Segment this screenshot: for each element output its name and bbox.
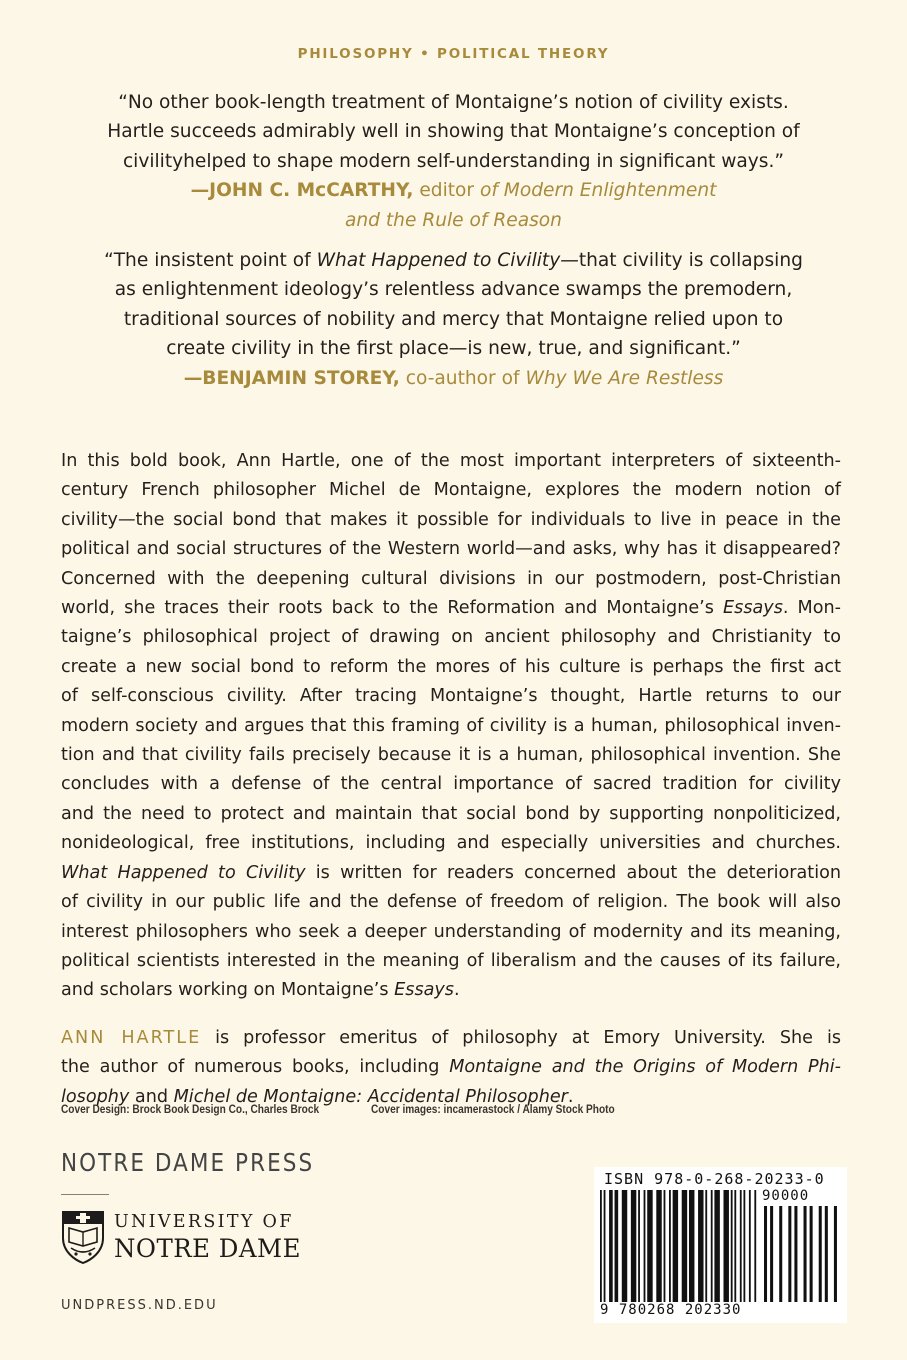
barcode-bar (754, 1190, 756, 1302)
quote-work-title: of Modern Enlightenment (479, 180, 717, 202)
book-title-ref: What Happened to Civility (316, 250, 561, 271)
barcode-bar (770, 1206, 773, 1302)
description-line: concludes with a defense of the central importance of sacred tradition for civility (61, 774, 841, 795)
description-line: political scientists interested in the meaning of liberalism and the causes of its failure, (61, 950, 841, 971)
description-line: century French philosopher Michel de Montaigne, explores the modern notion of (61, 480, 841, 501)
barcode-bar (604, 1190, 606, 1302)
barcode-bar (656, 1190, 661, 1302)
bio-line: ANN HARTLE is professor emeritus of philosophy at Emory University. She is (61, 1028, 841, 1048)
book-title-ref: Michel de Montaigne: Accidental Philosopher (173, 1086, 568, 1107)
barcode-bar (615, 1190, 619, 1302)
barcode-bar (631, 1190, 636, 1302)
university-name-line1: UNIVERSITY OF (114, 1212, 294, 1232)
barcode-bar (609, 1190, 613, 1302)
description-line: Concerned with the deepening cultural divisions in our postmodern, post-Christian (61, 568, 841, 589)
barcode-bar (622, 1190, 627, 1302)
endorsement-quote-mccarthy (40, 88, 867, 235)
barcode-bar (698, 1190, 703, 1302)
quote-attribution (40, 176, 867, 205)
barcode-bar (644, 1190, 646, 1302)
cover-image-credit: Cover images: incamerastock / Alamy Stock Photo (371, 1104, 615, 1116)
quote-author-role: editor (413, 180, 480, 202)
ean-barcode (600, 1190, 758, 1302)
description-line: world, she traces their roots back to the Reformation and Montaigne’s Essays. Mon- (61, 598, 841, 619)
quote-author-role: co-author of (399, 367, 526, 389)
author-name: ANN HARTLE (61, 1028, 202, 1048)
description-line: interest philosophers who seek a deeper understanding of modernity and its meaning, (61, 921, 841, 942)
barcode-number: 9 780268 202330 (600, 1302, 742, 1318)
barcode-bar (764, 1206, 767, 1302)
barcode-bar (682, 1190, 687, 1302)
description-line: What Happened to Civility is written for readers concerned about the deterioration (61, 862, 841, 883)
barcode-bar (810, 1206, 813, 1302)
book-title-ref: Essays (394, 980, 454, 1001)
addon-barcode (764, 1206, 840, 1302)
quote-line: Hartle succeeds admirably well in showing that Montaigne’s conception of (107, 121, 800, 143)
description-line: taigne’s philosophical project of drawing on ancient philosophy and Christianity to (61, 627, 841, 648)
book-description (61, 447, 841, 1006)
barcode-bar (779, 1206, 782, 1302)
barcode-bar (819, 1206, 822, 1302)
barcode-bar (600, 1190, 602, 1302)
book-title-ref: Montaigne and the Origins of Modern Phi- (449, 1057, 841, 1078)
category-label: PHILOSOPHY • POLITICAL THEORY (297, 46, 610, 62)
description-line: of civility in our public life and the defense of freedom of religion. The book will also (61, 892, 841, 913)
author-bio (61, 1024, 841, 1112)
description-line: In this bold book, Ann Hartle, one of the most important interpreters of sixteenth- (61, 451, 841, 471)
quote-attribution (40, 364, 867, 393)
barcode-bar (723, 1190, 728, 1302)
barcode-bar (794, 1206, 797, 1302)
description-line: and scholars working on Montaigne’s Essays. (61, 980, 460, 1001)
university-crest-icon (61, 1210, 105, 1264)
barcode-bar (638, 1190, 640, 1302)
description-line: and the need to protect and maintain that social bond by supporting nonpoliticized, (61, 803, 841, 824)
book-title-ref: What Happened to Civility (61, 862, 306, 883)
barcode-bar (749, 1190, 751, 1302)
barcode-bar (731, 1190, 733, 1302)
divider (61, 1194, 109, 1195)
barcode-bar (664, 1190, 666, 1302)
quote-line: traditional sources of nobility and mercy that Montaigne relied upon to (123, 308, 784, 330)
description-line: civility—the social bond that makes it possible for individuals to live in peace in the (61, 509, 841, 530)
barcode-bar (825, 1206, 828, 1302)
barcode-bar (714, 1190, 719, 1302)
barcode-bar (743, 1190, 745, 1302)
bio-line: the author of numerous books, including Montaigne and the Origins of Modern Phi- (61, 1057, 841, 1078)
book-title-ref: Essays (723, 598, 783, 619)
quote-author: —BENJAMIN STOREY, (183, 367, 400, 389)
isbn-text: ISBN 978-0-268-20233-0 (604, 1170, 825, 1188)
quote-author: —JOHN C. McCARTHY, (190, 180, 414, 202)
barcode-bar (669, 1190, 671, 1302)
barcode-bar (788, 1206, 791, 1302)
barcode-bar (734, 1190, 736, 1302)
endorsement-quote-storey (40, 246, 867, 393)
quote-line: “No other book-length treatment of Montaigne’s notion of civility exists. (118, 92, 789, 113)
description-line: nonideological, free institutions, including and especially universities and churches. (61, 833, 841, 854)
description-line: of self-conscious civility. After tracing Montaigne’s thought, Hartle returns to our (61, 686, 841, 707)
barcode-addon-number: 90000 (762, 1188, 810, 1204)
quote-line: as enlightenment ideology’s relentless advance swamps the premodern, (114, 279, 793, 301)
barcode-bar (740, 1190, 742, 1302)
barcode-bar (705, 1190, 707, 1302)
press-website: UNDPRESS.ND.EDU (61, 1298, 218, 1313)
cover-design-credit: Cover Design: Brock Book Design Co., Charles Brock (61, 1104, 320, 1116)
book-title-ref: losophy (61, 1086, 130, 1107)
quote-line: civilityhelped to shape modern self-understanding in significant ways.” (122, 150, 785, 172)
description-line: political and social structures of the Western world—and asks, why has it disappeared? (61, 539, 841, 560)
description-line: create a new social bond to reform the mores of his culture is perhaps the first act (61, 656, 841, 677)
barcode-bar (804, 1206, 807, 1302)
quote-line: create civility in the first place—is new, true, and significant.” (166, 338, 741, 360)
quote-line: “The insistent point of What Happened to Civility—that civility is collapsing (104, 250, 803, 271)
barcode-bar (673, 1190, 678, 1302)
bio-line: losophy and Michel de Montaigne: Accidental Philosopher. (61, 1086, 574, 1107)
barcode-bar (647, 1190, 652, 1302)
description-line: tion and that civility fails precisely because it is a human, philosophical invention. She (61, 745, 841, 766)
barcode-bar (689, 1190, 694, 1302)
barcode-bar (711, 1190, 713, 1302)
university-name-line2: NOTRE DAME (114, 1234, 301, 1264)
description-line: modern society and argues that this framing of civility is a human, philosophical inven- (61, 715, 841, 736)
quote-work-title-cont: and the Rule of Reason (345, 209, 562, 231)
barcode-bar (834, 1206, 837, 1302)
press-name: NOTRE DAME PRESS (61, 1148, 315, 1177)
quote-work-title: Why We Are Restless (525, 367, 724, 389)
